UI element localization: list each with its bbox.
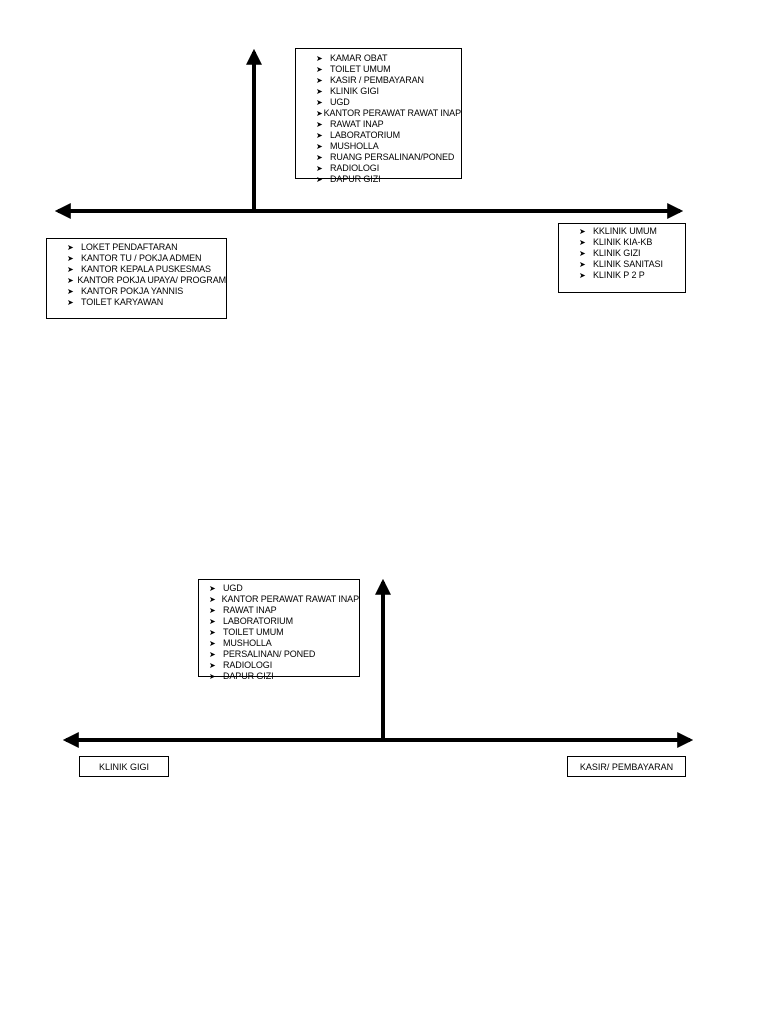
list-item-label: KANTOR PERAWAT RAWAT INAP [221, 594, 359, 604]
diagram2-top-list [209, 583, 359, 682]
arrowhead-bullet-icon: ➤ [316, 87, 323, 96]
arrowhead-bullet-icon: ➤ [209, 661, 216, 670]
arrowhead-bullet-icon: ➤ [579, 260, 586, 269]
diagram2-right-label: KASIR/ PEMBAYARAN [579, 761, 674, 772]
list-item [209, 627, 359, 638]
list-item [209, 671, 359, 682]
arrowhead-bullet-icon: ➤ [316, 175, 323, 184]
list-item-label: KKLINIK UMUM [593, 226, 657, 236]
arrowhead-bullet-icon: ➤ [209, 606, 216, 615]
list-item [579, 259, 685, 270]
list-item [209, 616, 359, 627]
list-item-label: KLINIK SANITASI [593, 259, 663, 269]
arrowhead-bullet-icon: ➤ [67, 298, 74, 307]
arrowhead-bullet-icon: ➤ [209, 595, 216, 604]
arrowhead-bullet-icon: ➤ [67, 287, 74, 296]
list-item [209, 649, 359, 660]
list-item [67, 297, 226, 308]
list-item [316, 86, 461, 97]
arrowhead-bullet-icon: ➤ [579, 227, 586, 236]
list-item [316, 119, 461, 130]
list-item-label: LOKET PENDAFTARAN [81, 242, 178, 252]
list-item-label: LABORATORIUM [223, 616, 293, 626]
arrowhead-bullet-icon: ➤ [316, 120, 323, 129]
list-item [316, 174, 461, 185]
list-item-label: KANTOR POKJA UPAYA/ PROGRAM [77, 275, 226, 285]
arrowhead-bullet-icon: ➤ [209, 628, 216, 637]
list-item [579, 226, 685, 237]
list-item [316, 108, 461, 119]
arrowhead-bullet-icon: ➤ [579, 249, 586, 258]
diagram1-left-box [46, 238, 227, 319]
arrowhead-bullet-icon: ➤ [316, 54, 323, 63]
list-item [316, 75, 461, 86]
diagram2-top-box [198, 579, 360, 681]
list-item [316, 64, 461, 75]
list-item-label: KANTOR TU / POKJA ADMEN [81, 253, 202, 263]
list-item [316, 97, 461, 108]
list-item [209, 605, 359, 616]
list-item-label: KLINIK GIGI [330, 86, 379, 96]
arrowhead-bullet-icon: ➤ [316, 98, 323, 107]
diagram1-right-box [558, 223, 686, 293]
list-item-label: UGD [330, 97, 350, 107]
list-item-label: DAPUR GIZI [330, 174, 381, 184]
list-item [316, 141, 461, 152]
diagram2-left-label-box [79, 756, 169, 777]
list-item [67, 242, 226, 253]
list-item-label: RADIOLOGI [330, 163, 380, 173]
arrowhead-bullet-icon: ➤ [579, 271, 586, 280]
list-item [67, 264, 226, 275]
list-item [67, 286, 226, 297]
list-item [316, 53, 461, 64]
list-item [579, 270, 685, 281]
list-item-label: KASIR / PEMBAYARAN [330, 75, 424, 85]
list-item-label: KANTOR POKJA YANNIS [81, 286, 184, 296]
list-item-label: UGD [223, 583, 243, 593]
arrowhead-bullet-icon: ➤ [67, 276, 74, 285]
list-item-label: MUSHOLLA [223, 638, 272, 648]
list-item-label: TOILET UMUM [330, 64, 391, 74]
diagram1-left-list [67, 242, 226, 308]
list-item [209, 583, 359, 594]
arrowhead-bullet-icon: ➤ [316, 164, 323, 173]
diagram1-right-list [579, 226, 685, 281]
arrowhead-bullet-icon: ➤ [316, 109, 323, 118]
list-item-label: KANTOR PERAWAT RAWAT INAP [323, 108, 461, 118]
list-item-label: TOILET KARYAWAN [81, 297, 164, 307]
arrowhead-bullet-icon: ➤ [67, 265, 74, 274]
list-item-label: DAPUR GIZI [223, 671, 274, 681]
list-item-label: RADIOLOGI [223, 660, 273, 670]
diagram2-right-label-box [567, 756, 686, 777]
arrowhead-bullet-icon: ➤ [209, 650, 216, 659]
list-item [316, 130, 461, 141]
diagram1-top-box [295, 48, 462, 184]
list-item [209, 638, 359, 649]
list-item-label: TOILET UMUM [223, 627, 284, 637]
list-item-label: KAMAR OBAT [330, 53, 388, 63]
diagram1-top-list [316, 53, 461, 185]
list-item [579, 237, 685, 248]
arrowhead-bullet-icon: ➤ [209, 617, 216, 626]
list-item-label: LABORATORIUM [330, 130, 400, 140]
arrowhead-bullet-icon: ➤ [316, 65, 323, 74]
arrowhead-bullet-icon: ➤ [209, 672, 216, 681]
list-item-label: KLINIK P 2 P [593, 270, 645, 280]
arrowhead-bullet-icon: ➤ [316, 76, 323, 85]
arrowhead-bullet-icon: ➤ [579, 238, 586, 247]
list-item-label: RAWAT INAP [223, 605, 277, 615]
list-item-label: KANTOR KEPALA PUSKESMAS [81, 264, 211, 274]
list-item-label: RUANG PERSALINAN/PONED [330, 152, 455, 162]
list-item [67, 253, 226, 264]
arrowhead-bullet-icon: ➤ [209, 584, 216, 593]
arrowhead-bullet-icon: ➤ [316, 142, 323, 151]
arrowhead-bullet-icon: ➤ [67, 254, 74, 263]
list-item-label: KLINIK KIA-KB [593, 237, 653, 247]
list-item [316, 163, 461, 174]
list-item [579, 248, 685, 259]
arrowhead-bullet-icon: ➤ [209, 639, 216, 648]
list-item [316, 152, 461, 163]
list-item-label: KLINIK GIZI [593, 248, 641, 258]
arrowhead-bullet-icon: ➤ [67, 243, 74, 252]
arrowhead-bullet-icon: ➤ [316, 131, 323, 140]
arrowhead-bullet-icon: ➤ [316, 153, 323, 162]
list-item-label: PERSALINAN/ PONED [223, 649, 316, 659]
list-item [209, 594, 359, 605]
list-item [67, 275, 226, 286]
list-item-label: RAWAT INAP [330, 119, 384, 129]
list-item-label: MUSHOLLA [330, 141, 379, 151]
list-item [209, 660, 359, 671]
diagram2-left-label: KLINIK GIGI [98, 761, 149, 772]
